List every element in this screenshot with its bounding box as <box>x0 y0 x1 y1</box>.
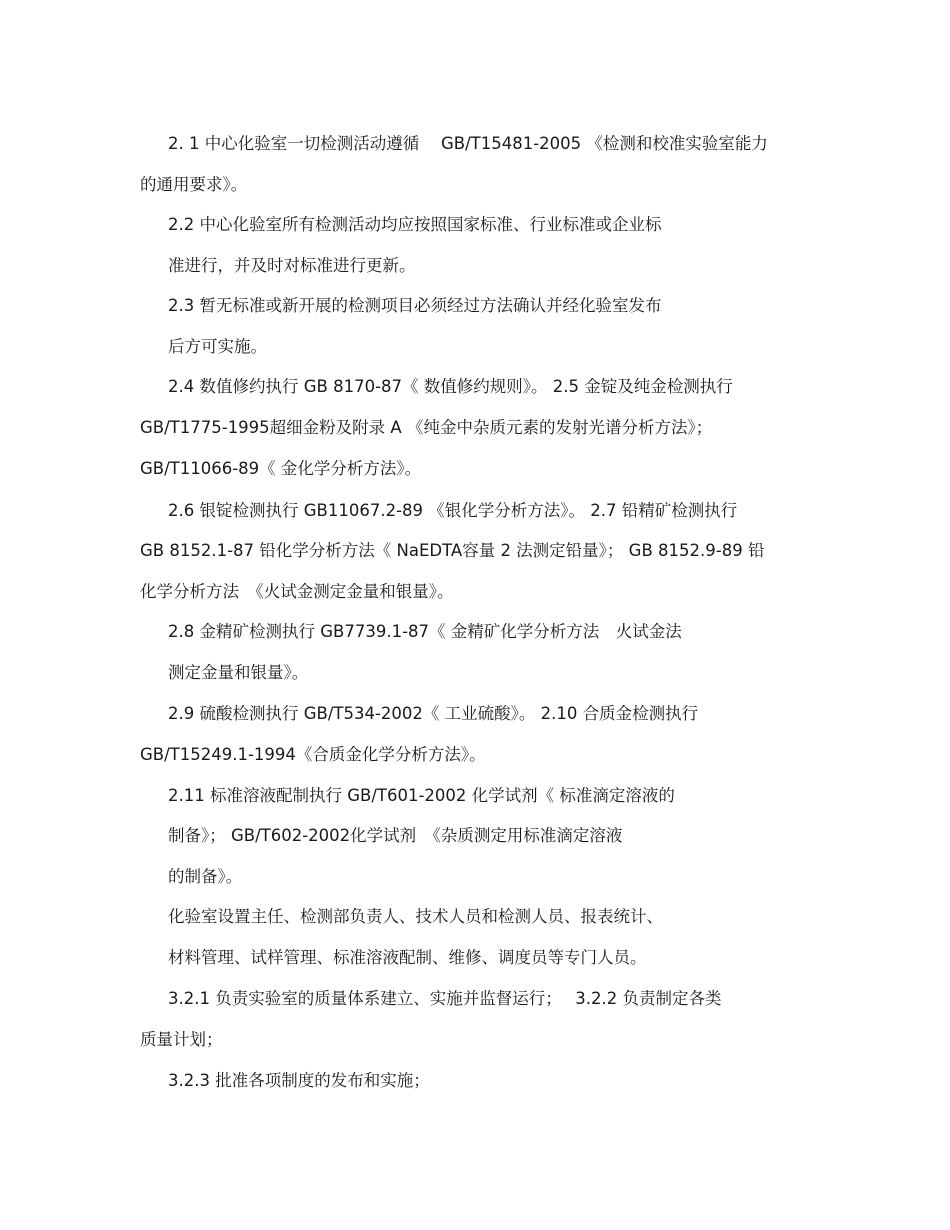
text-line-1: 2. 1 中心化验室一切检测活动遵循 GB/T15481-2005 《检测和校准实验室能力 <box>168 134 768 153</box>
text-line-14: 测定金量和银量》。 <box>168 663 309 682</box>
text-line-2: 的通用要求》。 <box>140 175 248 194</box>
text-line-24: 3.2.3 批准各项制度的发布和实施； <box>168 1071 430 1090</box>
text-line-20: 化验室设置主任、检测部负责人、技术人员和检测人员、报表统计、 <box>168 907 663 926</box>
text-line-6: 后方可实施。 <box>168 337 267 356</box>
text-line-3: 2.2 中心化验室所有检测活动均应按照国家标准、行业标准或企业标 <box>168 215 662 234</box>
text-line-11: GB 8152.1-87 铅化学分析方法《 NaEDTA容量 2 法测定铅量》； GB 8152.9-89 铅 <box>140 541 765 560</box>
text-line-8: GB/T1775-1995超细金粉及附录 A 《纯金中杂质元素的发射光谱分析方法》； <box>140 418 713 437</box>
text-line-9: GB/T11066-89《 金化学分析方法》。 <box>140 459 422 478</box>
text-line-13: 2.8 金精矿检测执行 GB7739.1-87《 金精矿化学分析方法 火试金法 <box>168 622 682 641</box>
text-line-22: 3.2.1 负责实验室的质量体系建立、实施并监督运行； 3.2.2 负责制定各类 <box>168 989 722 1008</box>
text-line-18: 制备》； GB/T602-2002化学试剂 《杂质测定用标准滴定溶液 <box>168 826 623 845</box>
text-line-7: 2.4 数值修约执行 GB 8170-87《 数值修约规则》。 2.5 金锭及纯金检测执行 <box>168 377 733 396</box>
text-line-10: 2.6 银锭检测执行 GB11067.2-89 《银化学分析方法》。 2.7 铅精矿检测执行 <box>168 501 738 520</box>
text-line-4: 准进行，并及时对标准进行更新。 <box>168 256 416 275</box>
text-line-5: 2.3 暂无标准或新开展的检测项目必须经过方法确认并经化验室发布 <box>168 296 662 315</box>
text-line-19: 的制备》。 <box>168 867 243 886</box>
text-line-17: 2.11 标准溶液配制执行 GB/T601-2002 化学试剂《 标准滴定溶液的 <box>168 786 675 805</box>
text-line-12: 化学分析方法 《火试金测定金量和银量》。 <box>140 582 454 601</box>
text-line-15: 2.9 硫酸检测执行 GB/T534-2002《 工业硫酸》。 2.10 合质金检测执行 <box>168 704 699 723</box>
text-line-21: 材料管理、试样管理、标准溶液配制、维修、调度员等专门人员。 <box>168 948 647 967</box>
text-line-16: GB/T15249.1-1994《合质金化学分析方法》。 <box>140 745 486 764</box>
text-line-23: 质量计划； <box>140 1030 223 1049</box>
